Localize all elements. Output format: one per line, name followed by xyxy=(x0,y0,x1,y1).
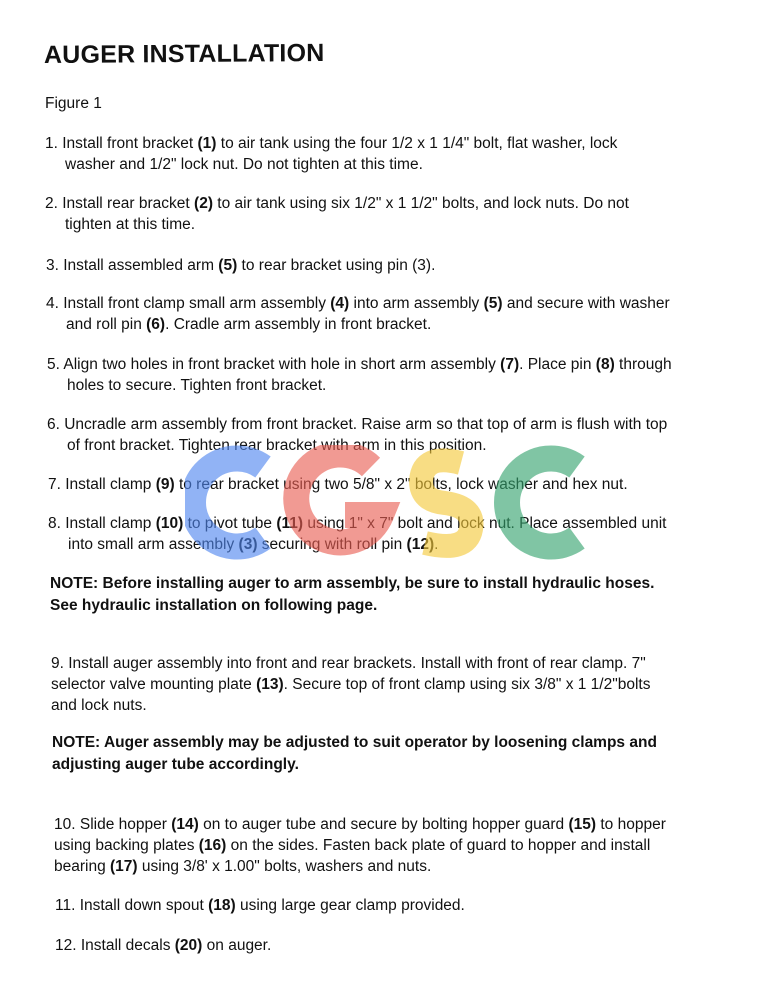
step-line: using backing plates (16) on the sides. Fasten back plate of guard to hopper and install xyxy=(54,837,651,854)
note-line: See hydraulic installation on following page. xyxy=(50,597,378,614)
step-line: and roll pin (6). Cradle arm assembly in front bracket. xyxy=(66,316,432,333)
step-line: 4. Install front clamp small arm assembly (4) into arm assembly (5) and secure with washer xyxy=(46,295,670,312)
step-line: 3. Install assembled arm (5) to rear bracket using pin (3). xyxy=(46,257,436,274)
step-5 xyxy=(47,354,737,396)
note-line: NOTE: Auger assembly may be adjusted to suit operator by loosening clamps and xyxy=(52,734,657,751)
step-line: 7. Install clamp (9) to rear bracket using two 5/8" x 2" bolts, lock washer and hex nut. xyxy=(48,476,628,493)
step-6 xyxy=(47,414,737,456)
step-line: 5. Align two holes in front bracket with hole in short arm assembly (7). Place pin (8) through xyxy=(47,356,672,373)
step-12 xyxy=(55,935,745,956)
step-line: holes to secure. Tighten front bracket. xyxy=(67,377,327,394)
step-10 xyxy=(54,814,744,877)
step-line: 11. Install down spout (18) using large gear clamp provided. xyxy=(55,897,465,914)
step-line: 9. Install auger assembly into front and rear brackets. Install with front of rear clamp. 7" xyxy=(51,655,646,672)
note-line: NOTE: Before installing auger to arm assembly, be sure to install hydraulic hoses. xyxy=(50,575,655,592)
step-2 xyxy=(45,193,735,235)
step-1 xyxy=(45,133,735,175)
step-8 xyxy=(48,513,738,555)
step-line: of front bracket. Tighten rear bracket with arm in this position. xyxy=(67,437,487,454)
step-line: washer and 1/2" lock nut. Do not tighten at this time. xyxy=(65,156,423,173)
step-line: 10. Slide hopper (14) on to auger tube and secure by bolting hopper guard (15) to hopper xyxy=(54,816,666,833)
step-line: into small arm assembly (3) securing with roll pin (12). xyxy=(68,536,439,553)
step-line: and lock nuts. xyxy=(51,697,147,714)
step-line: 2. Install rear bracket (2) to air tank using six 1/2" x 1 1/2" bolts, and lock nuts. Do not xyxy=(45,195,629,212)
step-line: tighten at this time. xyxy=(65,216,196,233)
note-adjust xyxy=(52,732,742,776)
figure-label: Figure 1 xyxy=(45,95,102,112)
step-line: selector valve mounting plate (13). Secure top of front clamp using six 3/8" x 1 1/2"bolts xyxy=(51,676,651,693)
step-line: bearing (17) using 3/8' x 1.00" bolts, washers and nuts. xyxy=(54,858,432,875)
note-hydraulic xyxy=(50,573,740,617)
step-3 xyxy=(46,255,736,276)
step-line: 8. Install clamp (10) to pivot tube (11) using 1" x 7" bolt and lock nut. Place assembled unit xyxy=(48,515,667,532)
step-9 xyxy=(51,653,741,716)
step-11 xyxy=(55,895,745,916)
step-line: 1. Install front bracket (1) to air tank using the four 1/2 x 1 1/4" bolt, flat washer, lock xyxy=(45,135,618,152)
step-4 xyxy=(46,293,736,335)
step-line: 12. Install decals (20) on auger. xyxy=(55,937,272,954)
step-7 xyxy=(48,474,738,495)
step-line: 6. Uncradle arm assembly from front bracket. Raise arm so that top of arm is flush with top xyxy=(47,416,668,433)
page-title: AUGER INSTALLATION xyxy=(43,39,325,69)
note-line: adjusting auger tube accordingly. xyxy=(52,756,299,773)
